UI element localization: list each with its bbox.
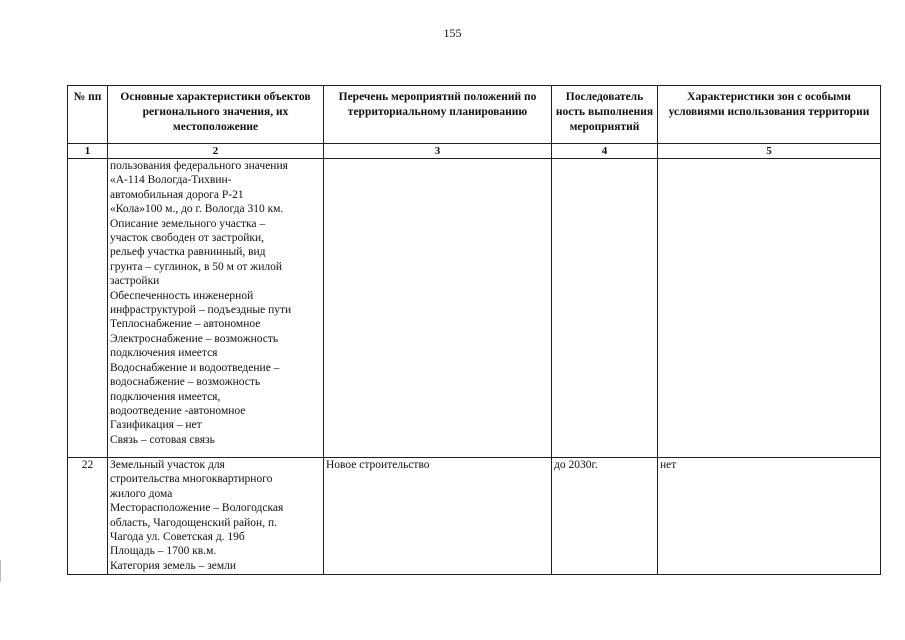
description-line: Связь – сотовая связь xyxy=(110,433,215,446)
table-header-row xyxy=(68,86,881,144)
column-number: 1 xyxy=(68,144,108,159)
description-line: подключения имеется, xyxy=(110,390,221,403)
row-sequence: до 2030г. xyxy=(552,458,658,575)
description-line: Электроснабжение – возможность xyxy=(110,332,279,345)
description-line: инфраструктурой – подъездные пути xyxy=(110,304,292,317)
column-number: 4 xyxy=(552,144,658,159)
row-zones: нет xyxy=(658,458,881,575)
description-line: Категория земель – земли xyxy=(110,559,237,572)
description-line: рельеф участка равнинный, вид xyxy=(110,246,266,259)
header-characteristics: Основные характеристики объектов регионального значения, их местоположение xyxy=(108,86,324,144)
description-line: Обеспеченность инженерной xyxy=(110,289,254,302)
description-line: Месторасположение – Вологодская xyxy=(110,502,284,515)
description-line: Площадь – 1700 кв.м. xyxy=(110,545,217,558)
row-measures: Новое строительство xyxy=(324,458,552,575)
row-sequence xyxy=(552,159,658,458)
description-line: водоснабжение – возможность xyxy=(110,376,261,389)
column-number: 2 xyxy=(108,144,324,159)
regional-objects-table xyxy=(67,85,881,575)
scan-edge-mark xyxy=(0,560,7,582)
description-line: Чагода ул. Советская д. 19б xyxy=(110,531,245,544)
description-line: Газификация – нет xyxy=(110,419,202,432)
description-line: строительства многоквартирного xyxy=(110,473,273,486)
description-line: водоотведение -автономное xyxy=(110,404,246,417)
description-line: Земельный участок для xyxy=(110,459,225,471)
description-line: участок свободен от застройки, xyxy=(110,232,264,245)
row-measures xyxy=(324,159,552,458)
header-measures: Перечень мероприятий положений по территориальному планированию xyxy=(324,86,552,144)
description-line: «А-114 Вологда-Тихвин- xyxy=(110,174,232,187)
description-line: область, Чагодощенский район, п. xyxy=(110,516,277,529)
header-sequence: Последователь ность выполнения мероприятий xyxy=(552,86,658,144)
description-line: застройки xyxy=(110,275,160,288)
column-number-row xyxy=(68,144,881,159)
row-zones xyxy=(658,159,881,458)
row-number: 22 xyxy=(68,458,108,575)
description-line: автомобильная дорога Р-21 xyxy=(110,188,244,201)
row-description xyxy=(108,458,324,575)
description-line: подключения имеется xyxy=(110,347,218,360)
page-number: 155 xyxy=(443,26,462,40)
row-description xyxy=(108,159,324,458)
description-line: Описание земельного участка – xyxy=(110,217,266,230)
header-number: № пп xyxy=(68,86,108,144)
table-row xyxy=(68,159,881,458)
description-line: «Кола»100 м., до г. Вологда 310 км. xyxy=(110,203,284,216)
description-line: Водоснабжение и водоотведение – xyxy=(110,361,280,374)
description-line: Теплоснабжение – автономное xyxy=(110,318,261,331)
header-zones: Характеристики зон с особыми условиями использования территории xyxy=(658,86,881,144)
description-line: грунта – суглинок, в 50 м от жилой xyxy=(110,260,283,273)
description-line: пользования федерального значения xyxy=(110,160,288,172)
table-row xyxy=(68,458,881,575)
description-line: жилого дома xyxy=(110,487,173,500)
column-number: 3 xyxy=(324,144,552,159)
row-number xyxy=(68,159,108,458)
column-number: 5 xyxy=(658,144,881,159)
